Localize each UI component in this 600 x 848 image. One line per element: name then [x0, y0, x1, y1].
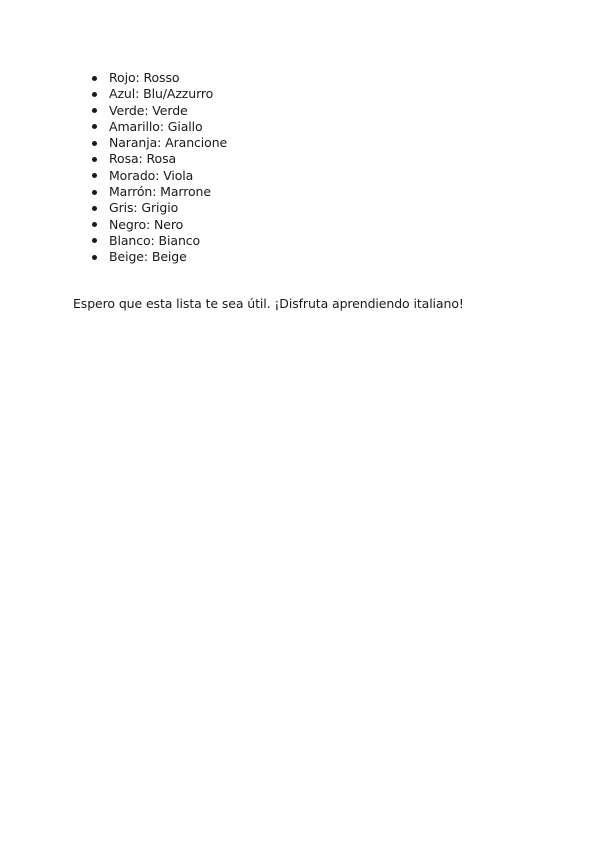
bullet-icon	[92, 92, 97, 97]
bullet-icon	[92, 255, 97, 260]
list-item	[92, 135, 227, 151]
list-item	[92, 249, 227, 265]
bullet-icon	[92, 206, 97, 211]
list-item	[92, 103, 227, 119]
list-item-text: Rosa: Rosa	[109, 151, 177, 167]
list-item	[92, 119, 227, 135]
list-item	[92, 184, 227, 200]
list-item-text: Negro: Nero	[109, 216, 184, 232]
list-item	[92, 86, 227, 102]
bullet-icon	[92, 124, 97, 129]
bullet-icon	[92, 76, 97, 81]
list-item-text: Marrón: Marrone	[109, 184, 211, 200]
list-item-text: Blanco: Bianco	[109, 232, 201, 248]
bullet-icon	[92, 222, 97, 227]
list-item-text: Verde: Verde	[109, 102, 188, 118]
list-item-text: Azul: Blu/Azzurro	[109, 86, 214, 102]
bullet-icon	[92, 190, 97, 195]
bullet-icon	[92, 141, 97, 146]
list-item-text: Rojo: Rosso	[109, 70, 180, 85]
closing-paragraph: Espero que esta lista te sea útil. ¡Disfruta aprendiendo italiano!	[73, 296, 464, 311]
list-item	[92, 233, 227, 249]
bullet-icon	[92, 173, 97, 178]
list-item	[92, 168, 227, 184]
bullet-icon	[92, 238, 97, 243]
list-item-text: Morado: Viola	[109, 167, 194, 183]
bullet-icon	[92, 108, 97, 113]
list-item-text: Naranja: Arancione	[109, 135, 228, 151]
list-item	[92, 217, 227, 233]
list-item	[92, 151, 227, 167]
list-item-text: Beige: Beige	[109, 249, 187, 265]
list-item-text: Gris: Grigio	[109, 200, 179, 216]
list-item-text: Amarillo: Giallo	[109, 118, 203, 134]
bullet-icon	[92, 157, 97, 162]
color-translation-list	[92, 70, 227, 266]
list-item	[92, 200, 227, 216]
list-item	[92, 70, 227, 86]
